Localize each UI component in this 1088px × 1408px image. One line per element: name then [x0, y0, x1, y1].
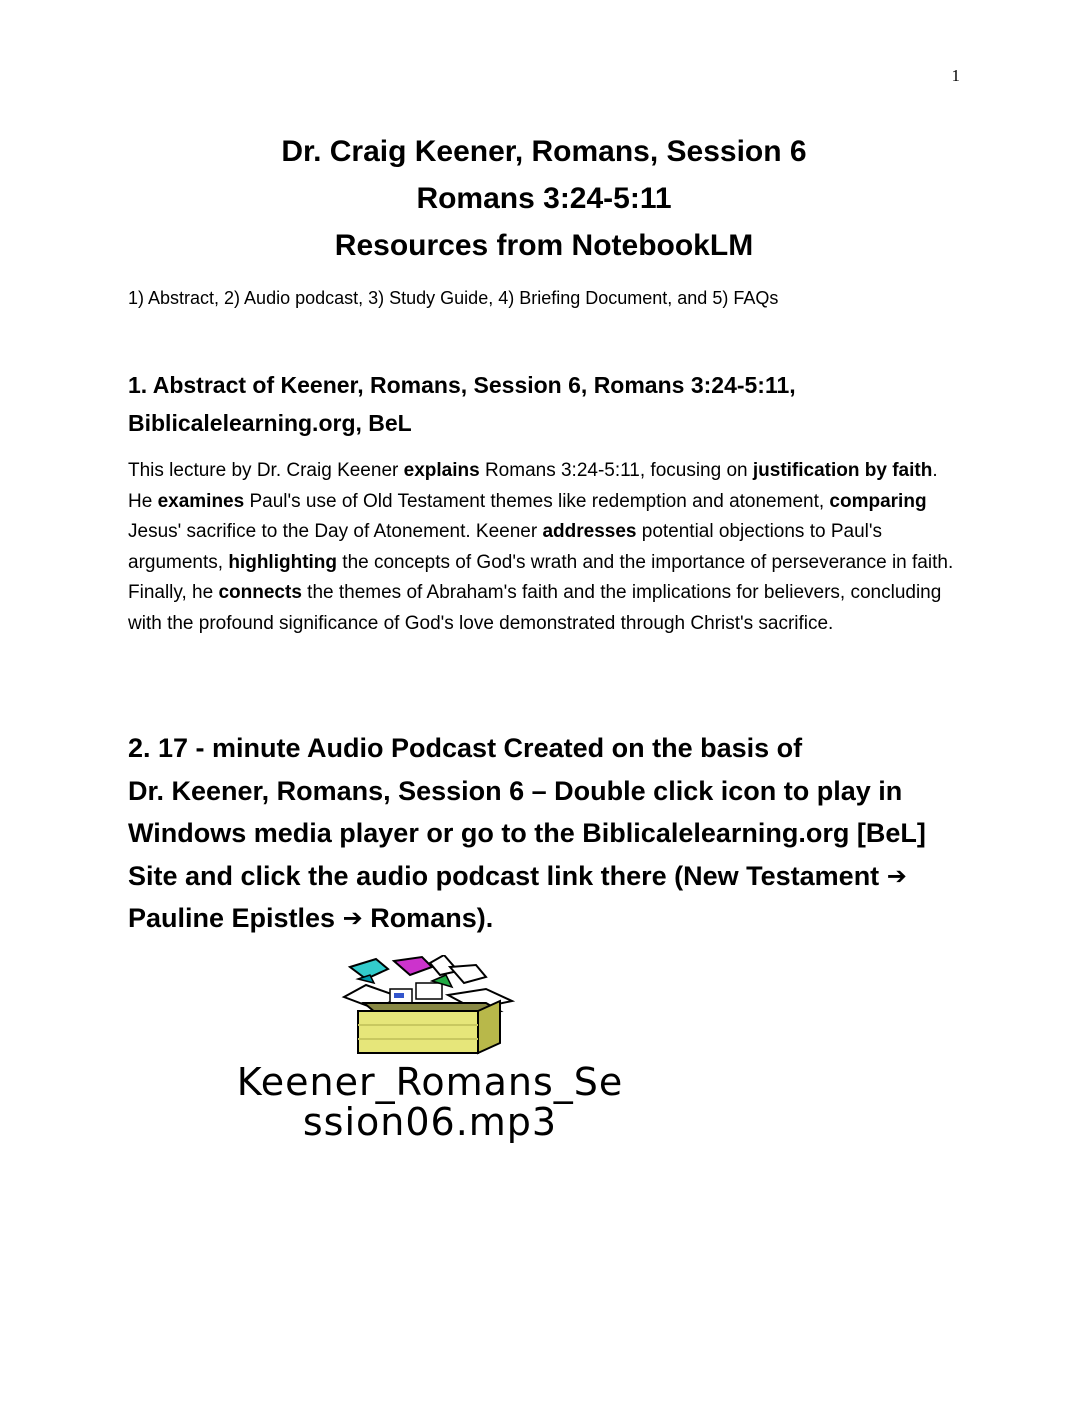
abstract-paragraph: [128, 456, 958, 639]
abstract-text: potential objections to Paul's arguments,: [128, 521, 882, 573]
abstract-text: Romans 3:24-5:11, focusing on: [479, 460, 753, 481]
audio-file-name-line-2: ssion06.mp3: [302, 1100, 558, 1144]
section2-heading-line-5-text: Pauline Epistles: [128, 903, 343, 933]
arrow-right-icon: ➔: [342, 904, 363, 932]
abstract-text: Jesus' sacrifice to the Day of Atonement. Keener: [128, 521, 543, 542]
abstract-text: the concepts of God's wrath and the importance of perseverance in faith. Finally, he: [128, 551, 954, 603]
title-line-3: Resources from NotebookLM: [334, 229, 754, 262]
section2-heading: [128, 727, 968, 940]
title-line-1: Dr. Craig Keener, Romans, Session 6: [281, 135, 807, 168]
abstract-bold: connects: [218, 582, 302, 603]
abstract-text: Paul's use of Old Testament themes like redemption and atonement,: [244, 490, 830, 512]
page-number: 1: [951, 66, 960, 85]
abstract-bold: comparing: [829, 490, 927, 512]
title-line-2: Romans 3:24-5:11: [416, 182, 672, 215]
section2-heading-line-2: Dr. Keener, Romans, Session 6 – Double click icon to play in: [128, 775, 903, 806]
abstract-text: This lecture by Dr. Craig Keener: [128, 460, 404, 481]
section1-heading-line-1: 1. Abstract of Keener, Romans, Session 6, Romans 3:24-5:11,: [128, 372, 796, 398]
section2-heading-line-4: [128, 855, 968, 898]
document-title: [0, 128, 1088, 269]
arrow-right-icon: ➔: [886, 861, 907, 890]
abstract-text: . He: [128, 460, 938, 512]
abstract-bold: examines: [157, 490, 245, 512]
abstract-bold: highlighting: [228, 551, 338, 573]
audio-file-name[interactable]: [140, 1062, 720, 1142]
section2-heading-line-3: Windows media player or go to the Biblicalelearning.org [BeL]: [128, 818, 926, 848]
section1-heading-line-2: Biblicalelearning.org, BeL: [128, 410, 412, 436]
resources-list: 1) Abstract, 2) Audio podcast, 3) Study Guide, 4) Briefing Document, and 5) FAQs: [128, 288, 779, 308]
abstract-bold: addresses: [542, 521, 637, 542]
package-icon[interactable]: [336, 955, 516, 1055]
section2-heading-line-5-end: Romans).: [362, 903, 494, 933]
abstract-text: the themes of Abraham's faith and the implications for believers, concluding with the profound significance of God's love demonstrated through Christ's sacrifice.: [128, 582, 942, 634]
audio-file-name-line-1: Keener_Romans_Se: [236, 1060, 624, 1104]
abstract-bold: justification by faith: [752, 460, 933, 481]
section2-heading-line-5: [128, 897, 968, 940]
abstract-bold: explains: [403, 460, 480, 481]
section2-heading-line-4-text: Site and click the audio podcast link there (New Testament: [128, 860, 887, 891]
section2-heading-line-1: 2. 17 - minute Audio Podcast Created on the basis of: [128, 733, 803, 763]
section1-heading: [128, 366, 968, 442]
